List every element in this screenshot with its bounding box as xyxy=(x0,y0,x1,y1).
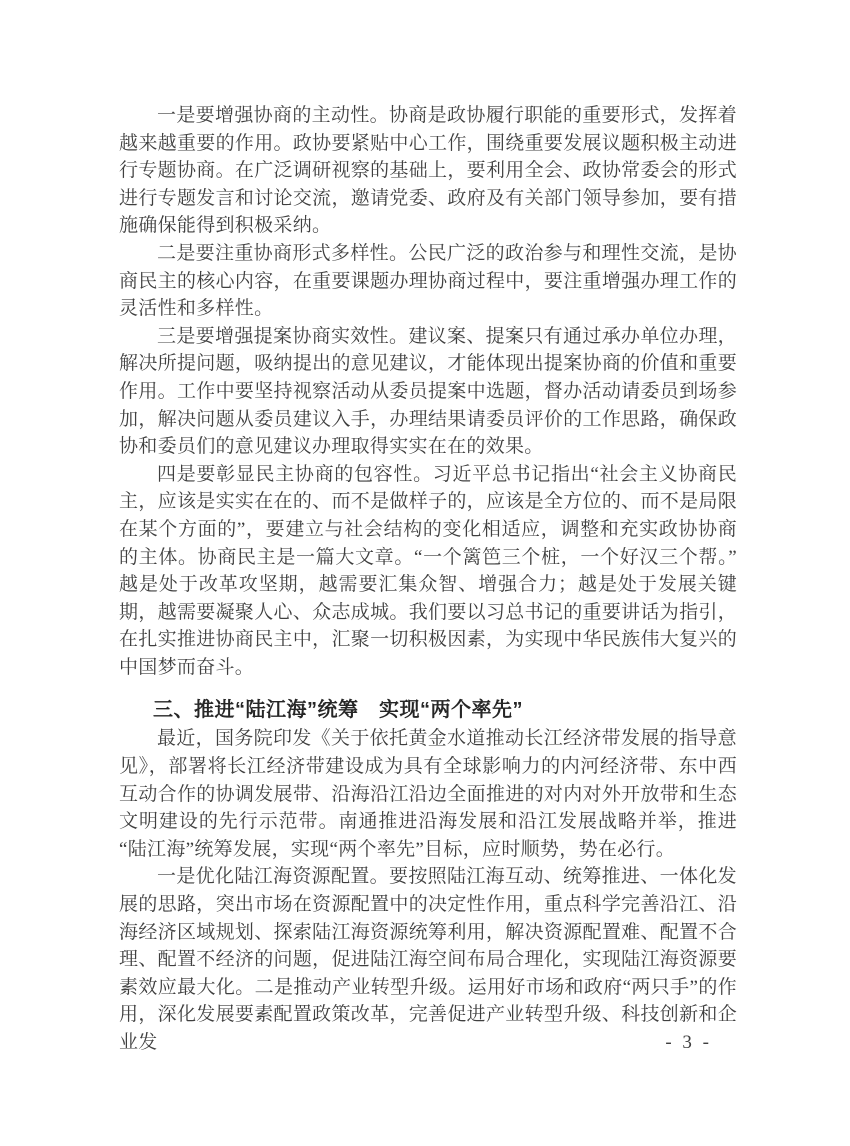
page-number: - 3 - xyxy=(665,1032,712,1053)
paragraph-consultation-forms: 二是要注重协商形式多样性。公民广泛的政治参与和理性交流，是协商民主的核心内容，在重要课题办理协商过程中，要注重增强办理工作的灵活性和多样性。 xyxy=(119,242,737,320)
section-heading: 三、推进“陆江海”统筹 实现“两个率先” xyxy=(153,699,523,722)
paragraph-proposal-effectiveness: 三是要增强提案协商实效性。建议案、提案只有通过承办单位办理，解决所提问题，吸纳提出的意见建议，才能体现出提案协商的价值和重要作用。工作中要坚持视察活动从委员提案中选题，督办活动请委员到场参加，解决问题从委员建议入手，办理结果请委员评价的工作思路，确保政协和委员们的意见建议办理取得实实在在的效果。 xyxy=(119,325,737,458)
paragraph-yangtze-economic-belt: 最近，国务院印发《关于依托黄金水道推动长江经济带发展的指导意见》，部署将长江经济带建设成为具有全球影响力的内河经济带、东中西互动合作的协调发展带、沿海沿江沿边全面推进的对内对外开放带和生态文明建设的先行示范带。南通推进沿海发展和沿江发展战略并举，推进“陆江海”统筹发展，实现“两个率先”目标，应时顺势，势在必行。 xyxy=(119,728,737,860)
paragraph-resource-allocation: 一是优化陆江海资源配置。要按照陆江海互动、统筹推进、一体化发展的思路，突出市场在资源配置中的决定性作用，重点科学完善沿江、沿海经济区域规划、探索陆江海资源统筹利用，解决资源配置难、配置不合理、配置不经济的问题，促进陆江海空间布局合理化，实现陆江海资源要素效应最大化。二是推动产业转型升级。运用好市场和政府“两只手”的作用，深化发展要素配置政策改革，完善促进产业转型升级、科技创新和企业发 xyxy=(119,866,737,1053)
paragraph-consultation-initiative: 一是要增强协商的主动性。协商是政协履行职能的重要形式，发挥着越来越重要的作用。政协要紧贴中心工作，围绕重要发展议题积极主动进行专题协商。在广泛调研视察的基础上，要利用全会、政协常委会的形式进行专题发言和讨论交流，邀请党委、政府及有关部门领导参加，要有措施确保能得到积极采纳。 xyxy=(119,105,737,237)
document-content xyxy=(119,102,737,1057)
paragraph-democratic-inclusiveness: 四是要彰显民主协商的包容性。习近平总书记指出“社会主义协商民主，应该是实实在在的、而不是做样子的，应该是全方位的、而不是局限在某个方面的”，要建立与社会结构的变化相适应，调整和充实政协协商的主体。协商民主是一篇大文章。“一个篱笆三个桩，一个好汉三个帮。”越是处于改革攻坚期，越需要汇集众智、增强合力；越是处于发展关键期，越需要凝聚人心、众志成城。我们要以习总书记的重要讲话为指引，在扎实推进协商民主中，汇聚一切积极因素，为实现中华民族伟大复兴的中国梦而奋斗。 xyxy=(119,463,737,678)
